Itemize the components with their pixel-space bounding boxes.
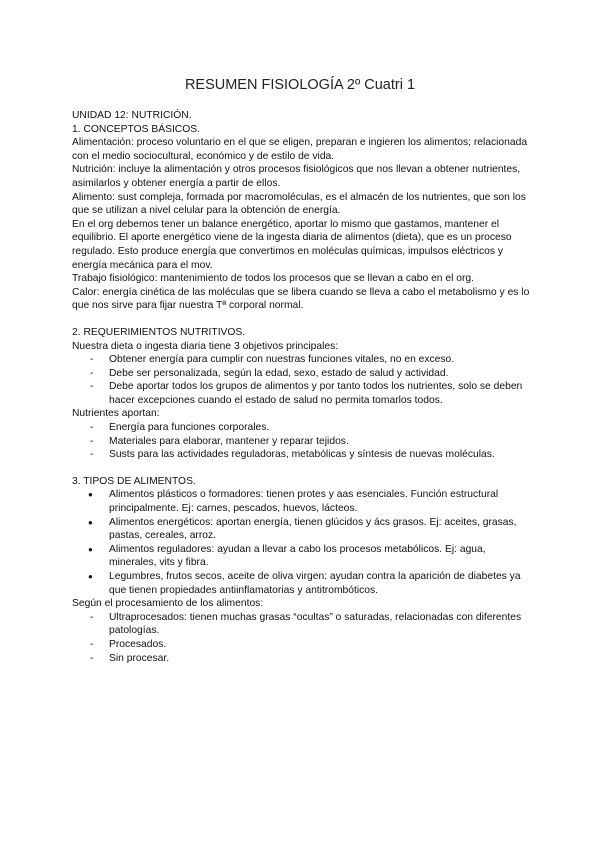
list-item: ● Alimentos reguladores: ayudan a llevar a cabo los procesos metabólicos. Ej: agua, minerales, vits y fibra. <box>88 543 486 569</box>
paragraph-trabajo-fisiologico: Trabajo fisiológico: mantenimiento de todos los procesos que se llevan a cabo en el org. <box>72 273 475 285</box>
processing-list <box>72 611 534 665</box>
dash-marker: - <box>90 367 94 379</box>
section-3-heading: 3. TIPOS DE ALIMENTOS. <box>72 475 196 487</box>
nutrients-intro: Nutrientes aportan: <box>72 408 160 420</box>
processing-intro: Según el procesamiento de los alimentos: <box>72 598 264 610</box>
objectives-intro: Nuestra dieta o ingesta diaria tiene 3 objetivos principales: <box>72 340 339 352</box>
list-item: - Debe ser personalizada, según la edad, sexo, estado de salud y actividad. <box>90 367 449 379</box>
list-item: - Procesados. <box>90 638 167 650</box>
bullet-marker: ● <box>88 490 93 500</box>
paragraph-calor: Calor: energía cinética de las moléculas que se libera cuando se lleva a cabo el metabolismo y es lo que nos sirve para fijar nuestra Tª corporal normal. <box>72 286 530 312</box>
food-types-list <box>72 488 534 597</box>
list-item: ● Alimentos energéticos: aportan energía, tienen glúcidos y ács grasos. Ej: aceites, grasas, pastas, cereales, arroz. <box>88 516 517 542</box>
dash-marker: - <box>90 611 94 623</box>
section-2-heading: 2. REQUERIMIENTOS NUTRITIVOS. <box>72 326 246 338</box>
list-item: ● Alimentos plásticos o formadores: tienen protes y aas esenciales. Función estructural principalmente. Ej: carnes, pescados, huevos, lácteos. <box>88 489 499 515</box>
dash-marker: - <box>90 638 94 650</box>
list-item: - Debe aportar todos los grupos de alimentos y por tanto todos los nutrientes, solo se deben hacer excepciones cuando el estado de salud no permita tomarlos todos. <box>90 381 523 406</box>
dash-marker: - <box>90 422 94 434</box>
list-item: - Ultraprocesados: tienen muchas grasas “ocultas” o saturadas, relacionadas con diferentes patologías. <box>90 611 522 637</box>
bullet-marker: ● <box>88 544 93 554</box>
list-item: - Susts para las actividades reguladoras, metabólicas y síntesis de nuevas moléculas. <box>90 449 495 461</box>
list-item: - Materiales para elaborar, mantener y reparar tejidos. <box>90 435 349 447</box>
document-title: RESUMEN FISIOLOGÍA 2º Cuatri 1 <box>184 77 416 93</box>
bullet-marker: ● <box>88 517 93 527</box>
nutrients-list <box>72 421 534 462</box>
bullet-marker: ● <box>88 572 93 581</box>
list-item: ● Legumbres, frutos secos, aceite de oliva virgen: ayudan contra la aparición de diabetes ya que tienen propiedades antiinflamatorias y antitrombóticos. <box>88 571 521 596</box>
dash-marker: - <box>90 435 94 447</box>
list-item: - Energía para funciones corporales. <box>90 422 270 434</box>
list-item: - Obtener energía para cumplir con nuestras funciones vitales, no en exceso. <box>90 354 455 366</box>
paragraph-alimentacion: Alimentación: proceso voluntario en el que se eligen, preparan e ingieren los alimentos; relacionada con el medio sociocultural, económico y de estilo de vida. <box>72 137 528 162</box>
section-1-heading: 1. CONCEPTOS BÁSICOS. <box>72 123 200 135</box>
dash-marker: - <box>90 354 94 366</box>
paragraph-alimento: Alimento: sust compleja, formada por macromoléculas, es el almacén de los nutrientes, que son los que se utilizan a nivel celular para la obtención de energía. <box>72 191 526 217</box>
dash-marker: - <box>90 449 94 461</box>
dash-marker: - <box>90 652 94 664</box>
paragraph-balance-energetico: En el org debemos tener un balance energético, aportar lo mismo que gastamos, mantener el equilibrio. El aporte energético viene de la ingesta diaria de alimentos (dieta), que es un proceso regulado. Esto produce energía que convertimos en moléculas químicas, impulsos eléctricos y energía mecánica para el mov. <box>72 218 512 271</box>
unit-heading: UNIDAD 12: NUTRICIÓN. <box>72 110 192 121</box>
objectives-list <box>72 353 534 407</box>
list-item: - Sin procesar. <box>90 652 170 664</box>
document-body <box>72 109 534 665</box>
dash-marker: - <box>90 381 94 393</box>
paragraph-nutricion: Nutrición: incluye la alimentación y otros procesos fisiológicos que nos llevan a obtener nutrientes, asimilarlos y obtener energía a partir de ellos. <box>72 164 521 189</box>
